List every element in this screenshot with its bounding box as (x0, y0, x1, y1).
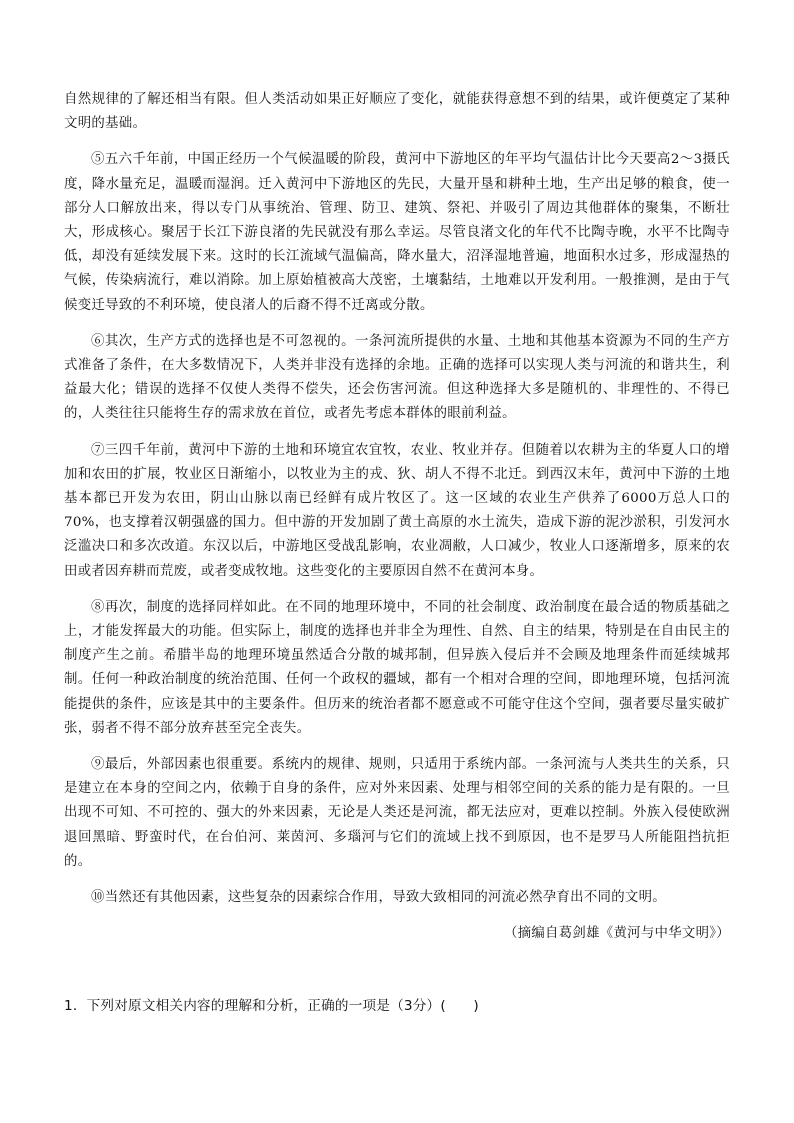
paragraph-continuation: 自然规律的了解还相当有限。但人类活动如果正好顺应了变化，就能获得意想不到的结果，或许便奠定了某种文明的基础。 (64, 92, 730, 132)
question-1: 1．下列对原文相关内容的理解和分析，正确的一项是（3分）( ) (64, 998, 479, 1014)
paragraph-6: ⑥其次，生产方式的选择也是不可忽视的。一条河流所提供的水量、土地和其他基本资源为不同的生产方式准备了条件，在大多数情况下，人类并非没有选择的余地。正确的选择可以实现人类与河流的和谐共生，利益最大化；错误的选择不仅使人类得不偿失，还会伤害河流。但这种选择大多是随机的、非理性的、不得已的，人类往往只能将生存的需求放在首位，或者先考虑本群体的眼前利益。 (64, 333, 730, 422)
paragraph-8: ⑧再次，制度的选择同样如此。在不同的地理环境中，不同的社会制度、政治制度在最合适的物质基础之上，才能发挥最大的功能。但实际上，制度的选择也并非全为理性、自然、自主的结果，特别是在自由民主的制度产生之前。希腊半岛的地理环境虽然适合分散的城邦制，但异族入侵后并不会顾及地理条件而延续城邦制。任何一种政治制度的统治范围、任何一个政权的疆域，都有一个相对合理的空间，即地理环境，包括河流能提供的条件，应该是其中的主要条件。但历来的统治者都不愿意或不可能守住这个空间，强者要尽量实破扩张，弱者不得不部分放弃甚至完全丧失。 (64, 599, 730, 736)
paragraph-9: ⑨最后，外部因素也很重要。系统内的规律、规则，只适用于系统内部。一条河流与人类共生的关系，只是建立在本身的空间之内，依赖于自身的条件，应对外来因素、处理与相邻空间的关系的能力是有限的。一旦出现不可知、不可控的、强大的外来因素，无论是人类还是河流，都无法应对，更难以控制。外族入侵使欧洲退回黑暗、野蛮时代，在台伯河、莱茵河、多瑙河与它们的流域上找不到原因，也不是罗马人所能阻挡抗拒的。 (64, 757, 730, 869)
article-body (64, 88, 730, 946)
source-citation: （摘编自葛剑雄《黄河与中华文明》） (503, 926, 730, 942)
paragraph-10: ⑩当然还有其他因素，这些复杂的因素综合作用，导致大致相同的河流必然孕育出不同的文明。 (91, 890, 667, 906)
paragraph-7: ⑦三四千年前，黄河中下游的土地和环境宜农宜牧，农业、牧业并存。但随着以农耕为主的华夏人口的增加和农田的扩展，牧业区日渐缩小，以牧业为主的戎、狄、胡人不得不北迁。到西汉末年，黄河中下游的土地基本都已开发为农田，阴山山脉以南已经鲜有成片牧区了。这一区域的农业生产供养了6000万总人口的70%，也支撑着汉朝强盛的国力。但中游的开发加剧了黄土高原的水土流失，造成下游的泥沙淤积，引发河水泛滥决口和多次改道。东汉以后，中游地区受战乱影响，农业凋敝，人口减少，牧业人口逐渐增多，原来的农田或者因弃耕而荒废，或者变成牧地。这些变化的主要原因自然不在黄河本身。 (64, 442, 730, 579)
paragraph-5: ⑤五六千年前，中国正经历一个气候温暖的阶段，黄河中下游地区的年平均气温估计比今天要高2～3摄氏度，降水量充足，温暖而湿润。迁入黄河中下游地区的先民，大量开垦和耕种土地，生产出足够的粮食，使一部分人口解放出来，得以专门从事统治、管理、防卫、建筑、祭祀、并吸引了周边其他群体的聚集，不断壮大，形成核心。聚居于长江下游良渚的先民就没有那么幸运。尽管良渚文化的年代不比陶寺晚，水平不比陶寺低，却没有延续发展下来。这时的长江流域气温偏高，降水量大，沼泽湿地普遍，地面积水过多，形成湿热的气候，传染病流行，难以消除。加上原始植被高大茂密，土壤黏结，土地难以开发利用。一般推测，是由于气候变迁导致的不利环境，使良渚人的后裔不得不迁离或分散。 (64, 152, 730, 313)
